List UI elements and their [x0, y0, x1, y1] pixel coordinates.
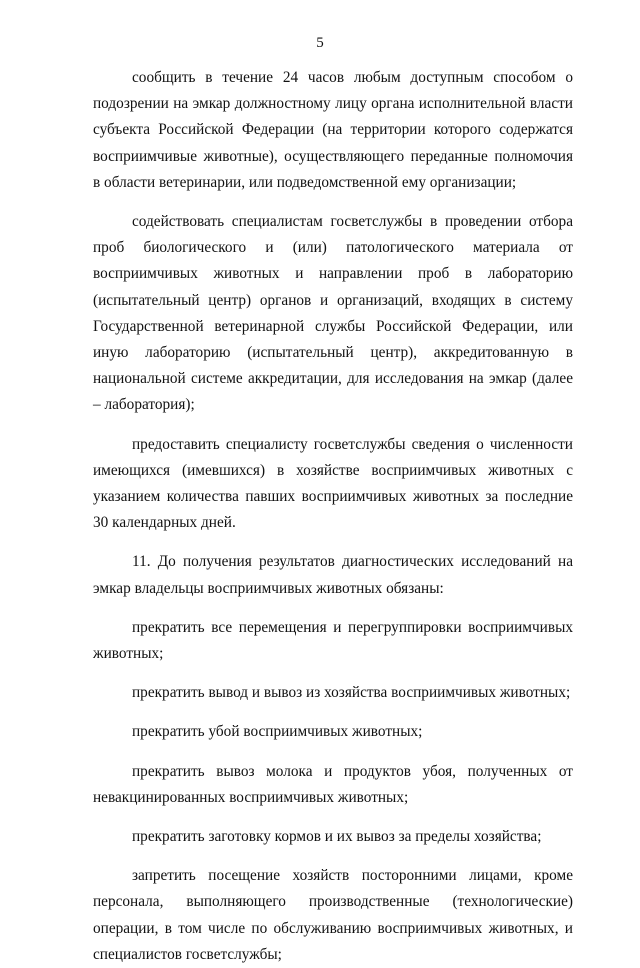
paragraph-stop-feed: прекратить заготовку кормов и их вывоз за пределы хозяйства;: [132, 828, 542, 846]
page-number: 5: [316, 35, 324, 51]
paragraph-stop-movements: прекратить все перемещения и перегруппировки восприимчивых животных;: [93, 618, 573, 663]
paragraph-provide-information: предоставить специалисту госветслужбы сведения о численности имеющихся (имевшихся) в хозяйстве восприимчивых животных с указанием количества павших восприимчивых животных за последние 30 календарных дней.: [93, 435, 573, 532]
paragraph-stop-milk-export: прекратить вывоз молока и продуктов убоя, полученных от невакцинированных восприимчивых животных;: [93, 762, 573, 806]
paragraph-report-suspicion: сообщить в течение 24 часов любым доступным способом о подозрении на эмкар должностному лицу органа исполнительной власти субъекта Российской Федерации (на территории которого содержатся восприимчивые животные), осуществляющего переданные полномочия в области ветеринарии, или подведомственной ему организации;: [93, 69, 573, 191]
paragraph-item-11: 11. До получения результатов диагностических исследований на эмкар владельцы восприимчивых животных обязаны:: [93, 553, 573, 597]
paragraph-restrict-visits: запретить посещение хозяйств посторонними лицами, кроме персонала, выполняющего производственные (технологические) операции, в том числе по обслуживанию восприимчивых животных, и специалистов госветслужбы;: [93, 867, 573, 963]
paragraph-stop-slaughter: прекратить убой восприимчивых животных;: [132, 723, 423, 741]
paragraph-stop-removal: прекратить вывод и вывоз из хозяйства восприимчивых животных;: [132, 684, 571, 702]
paragraph-assist-sampling: содействовать специалистам госветслужбы в проведении отбора проб биологического и (или) патологического материала от восприимчивых животных и направлении проб в лабораторию (испытательный центр) органов и организаций, входящих в систему Государственной ветеринарной службы Российской Федерации, или иную лабораторию (испытательный центр), аккредитованную в национальной системе аккредитации, для исследования на эмкар (далее – лаборатория);: [93, 213, 573, 414]
document-body: [93, 65, 573, 968]
